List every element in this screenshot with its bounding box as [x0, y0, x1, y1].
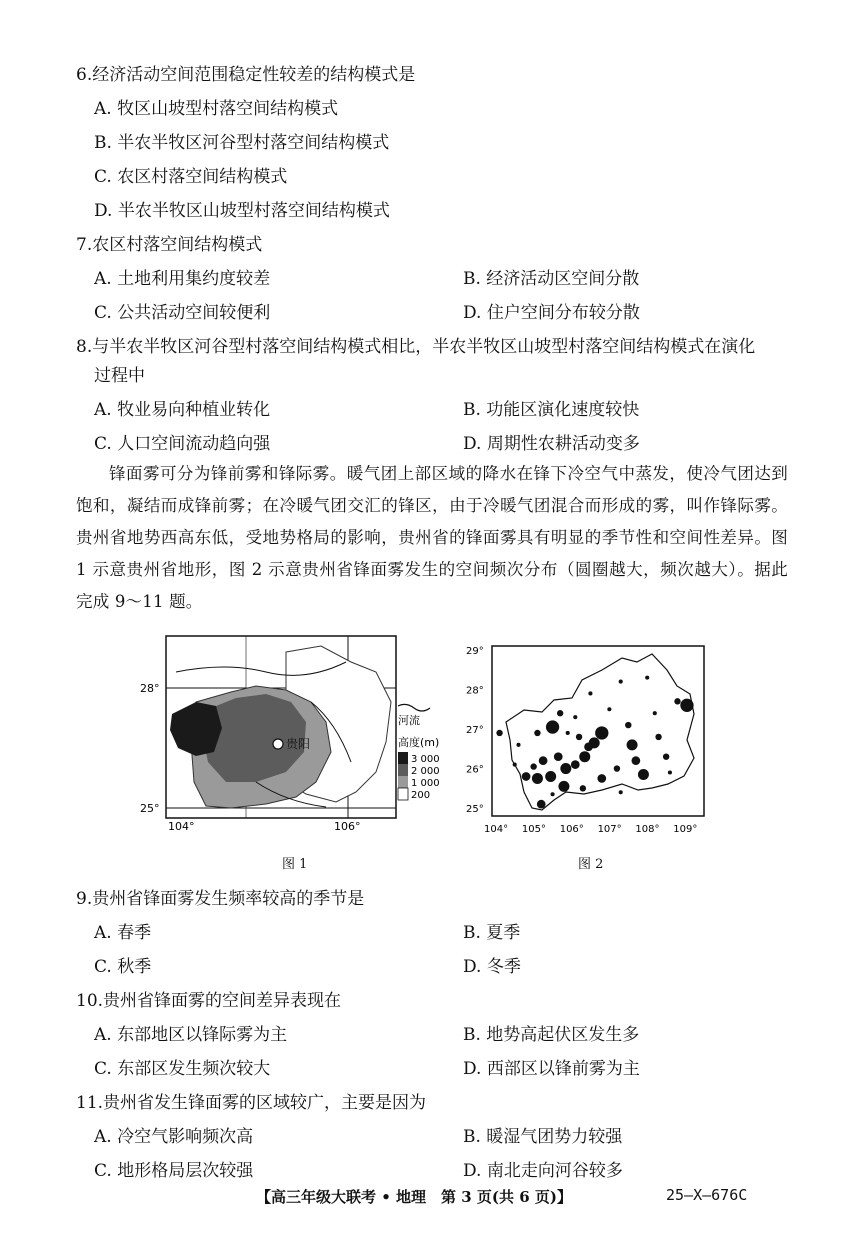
- fog-frequency-dot: [530, 763, 536, 769]
- fog-frequency-dot: [674, 698, 680, 704]
- lat-label-28: 28°: [140, 682, 160, 695]
- lon-label-106: 106°: [334, 820, 361, 832]
- fig2-lon-label: 109°: [673, 824, 698, 835]
- question-10-stem: 10.贵州省锋面雾的空间差异表现在: [76, 991, 342, 1011]
- fog-frequency-dot: [614, 765, 620, 771]
- fog-frequency-dot: [619, 680, 623, 684]
- fog-frequency-dot: [638, 769, 649, 780]
- q10-option-c[interactable]: C. 东部区发生频次较大: [94, 1059, 271, 1079]
- lat-label-25: 25°: [140, 802, 160, 815]
- fog-frequency-dot: [522, 772, 531, 781]
- fog-frequency-dot: [607, 707, 611, 711]
- q6-option-c[interactable]: C. 农区村落空间结构模式: [94, 167, 288, 187]
- fog-frequency-dot: [588, 691, 592, 695]
- question-8-stem-cont: 过程中: [94, 366, 145, 386]
- fig2-lon-label: 106°: [559, 824, 584, 835]
- q11-option-c[interactable]: C. 地形格局层次较强: [94, 1161, 254, 1181]
- guiyang-marker: [273, 739, 283, 749]
- q7-option-b[interactable]: B. 经济活动区空间分散: [463, 269, 640, 289]
- fog-frequency-dot: [557, 710, 563, 716]
- legend-value-0: 3 000: [411, 754, 440, 765]
- q6-option-a[interactable]: A. 牧区山坡型村落空间结构模式: [94, 99, 339, 119]
- fog-frequency-dot: [576, 734, 582, 740]
- fog-frequency-dot: [663, 753, 669, 759]
- fog-frequency-dot: [539, 756, 548, 765]
- fog-frequency-dot: [580, 785, 586, 791]
- fog-frequency-dot: [573, 715, 577, 719]
- q7-option-d[interactable]: D. 住户空间分布较分散: [463, 303, 640, 323]
- fig2-lat-label: 28°: [466, 685, 484, 697]
- q9-option-a[interactable]: A. 春季: [94, 923, 152, 943]
- legend-title: 高度(m): [398, 736, 440, 749]
- fog-frequency-dot: [597, 774, 606, 783]
- q9-option-b[interactable]: B. 夏季: [463, 923, 521, 943]
- fog-frequency-dot: [571, 760, 580, 769]
- fog-frequency-dot: [513, 763, 517, 767]
- question-9-stem: 9.贵州省锋面雾发生频率较高的季节是: [76, 889, 365, 909]
- q10-option-b[interactable]: B. 地势高起伏区发生多: [463, 1025, 640, 1045]
- q6-option-d[interactable]: D. 半农半牧区山坡型村落空间结构模式: [94, 201, 390, 221]
- legend-value-1: 2 000: [411, 766, 440, 777]
- question-6-stem: 6.经济活动空间范围稳定性较差的结构模式是: [76, 65, 416, 85]
- figure-1-terrain-map: [136, 632, 446, 832]
- exam-code: 25—X—676C: [666, 1186, 748, 1204]
- fog-frequency-dot: [653, 711, 657, 715]
- fog-frequency-dot: [532, 773, 543, 784]
- q11-option-b[interactable]: B. 暖湿气团势力较强: [463, 1127, 623, 1147]
- fog-frequency-dot: [545, 771, 556, 782]
- figure-2-caption: 图 2: [578, 857, 604, 872]
- fog-frequency-dot: [496, 730, 502, 736]
- q10-option-d[interactable]: D. 西部区以锋前雾为主: [463, 1059, 640, 1079]
- fog-frequency-dot: [584, 742, 593, 751]
- fog-frequency-dot: [632, 756, 641, 765]
- q7-option-c[interactable]: C. 公共活动空间较便利: [94, 303, 271, 323]
- legend-value-2: 1 000: [411, 778, 440, 789]
- fog-frequency-dot: [625, 722, 631, 728]
- question-7-stem: 7.农区村落空间结构模式: [76, 235, 263, 255]
- q11-option-d[interactable]: D. 南北走向河谷较多: [463, 1161, 623, 1181]
- legend-value-3: 200: [411, 790, 431, 801]
- question-8-stem: 8.与半农半牧区河谷型村落空间结构模式相比，半农半牧区山坡型村落空间结构模式在演化: [76, 337, 756, 357]
- q8-option-c[interactable]: C. 人口空间流动趋向强: [94, 434, 271, 454]
- fog-frequency-dot: [516, 743, 520, 747]
- fog-frequency-dot: [560, 763, 571, 774]
- fog-frequency-dot: [558, 781, 569, 792]
- city-label: 贵阳: [286, 737, 311, 751]
- river-legend-icon: [398, 704, 430, 711]
- q6-option-b[interactable]: B. 半农半牧区河谷型村落空间结构模式: [94, 133, 390, 153]
- figure-2-fog-frequency-map: [462, 640, 712, 840]
- fog-frequency-dot: [534, 730, 540, 736]
- fog-frequency-dot: [655, 734, 661, 740]
- q9-option-c[interactable]: C. 秋季: [94, 957, 152, 977]
- q9-option-d[interactable]: D. 冬季: [463, 957, 521, 977]
- fog-frequency-dot: [554, 752, 563, 761]
- fog-frequency-dot: [579, 751, 590, 762]
- fog-frequency-dot: [680, 699, 693, 712]
- fog-frequency-dot: [537, 800, 546, 809]
- fig2-lat-label: 29°: [466, 645, 484, 657]
- fog-frequency-dot: [619, 790, 623, 794]
- q11-option-a[interactable]: A. 冷空气影响频次高: [94, 1127, 254, 1147]
- lon-label-104: 104°: [168, 820, 195, 832]
- page-footer: 【高三年级大联考 • 地理 第 3 页(共 6 页)】: [256, 1188, 572, 1206]
- fog-frequency-dot: [546, 720, 559, 733]
- legend-river-label: 河流: [398, 714, 420, 727]
- figure-1-caption: 图 1: [282, 857, 308, 872]
- q7-option-a[interactable]: A. 土地利用集约度较差: [94, 269, 271, 289]
- q8-option-a[interactable]: A. 牧业易向种植业转化: [94, 400, 271, 420]
- fog-frequency-dot: [551, 792, 555, 796]
- fig2-lat-label: 27°: [466, 725, 484, 737]
- fig2-lon-label: 108°: [635, 824, 660, 835]
- fig2-lon-label: 104°: [484, 824, 509, 835]
- reading-passage: 锋面雾可分为锋前雾和锋际雾。暖气团上部区域的降水在锋下冷空气中蒸发，使冷气团达到饱和，凝结而成锋前雾；在冷暖气团交汇的锋区，由于冷暖气团混合而形成的雾，叫作锋际雾。贵州省地势西高东低，受地势格局的影响，贵州省的锋面雾具有明显的季节性和空间性差异。图 1 示意贵州省地形，图 2 示意贵州省锋面雾发生的空间频次分布（圆圈越大，频次越大）。据此完成 9～11 题。: [76, 464, 788, 611]
- fog-frequency-dot: [595, 726, 608, 739]
- question-11-stem: 11.贵州省发生锋面雾的区域较广，主要是因为: [76, 1093, 427, 1113]
- fig2-lon-label: 105°: [521, 824, 546, 835]
- q10-option-a[interactable]: A. 东部地区以锋际雾为主: [94, 1025, 288, 1045]
- fig2-lat-label: 25°: [466, 804, 484, 816]
- q8-option-b[interactable]: B. 功能区演化速度较快: [463, 400, 640, 420]
- q8-option-d[interactable]: D. 周期性农耕活动变多: [463, 434, 640, 454]
- fog-frequency-dot: [627, 739, 638, 750]
- fog-frequency-dot: [645, 676, 649, 680]
- fig2-lon-label: 107°: [597, 824, 622, 835]
- fog-frequency-dot: [668, 770, 672, 774]
- fig2-lat-label: 26°: [466, 764, 484, 776]
- fog-frequency-dot: [566, 731, 570, 735]
